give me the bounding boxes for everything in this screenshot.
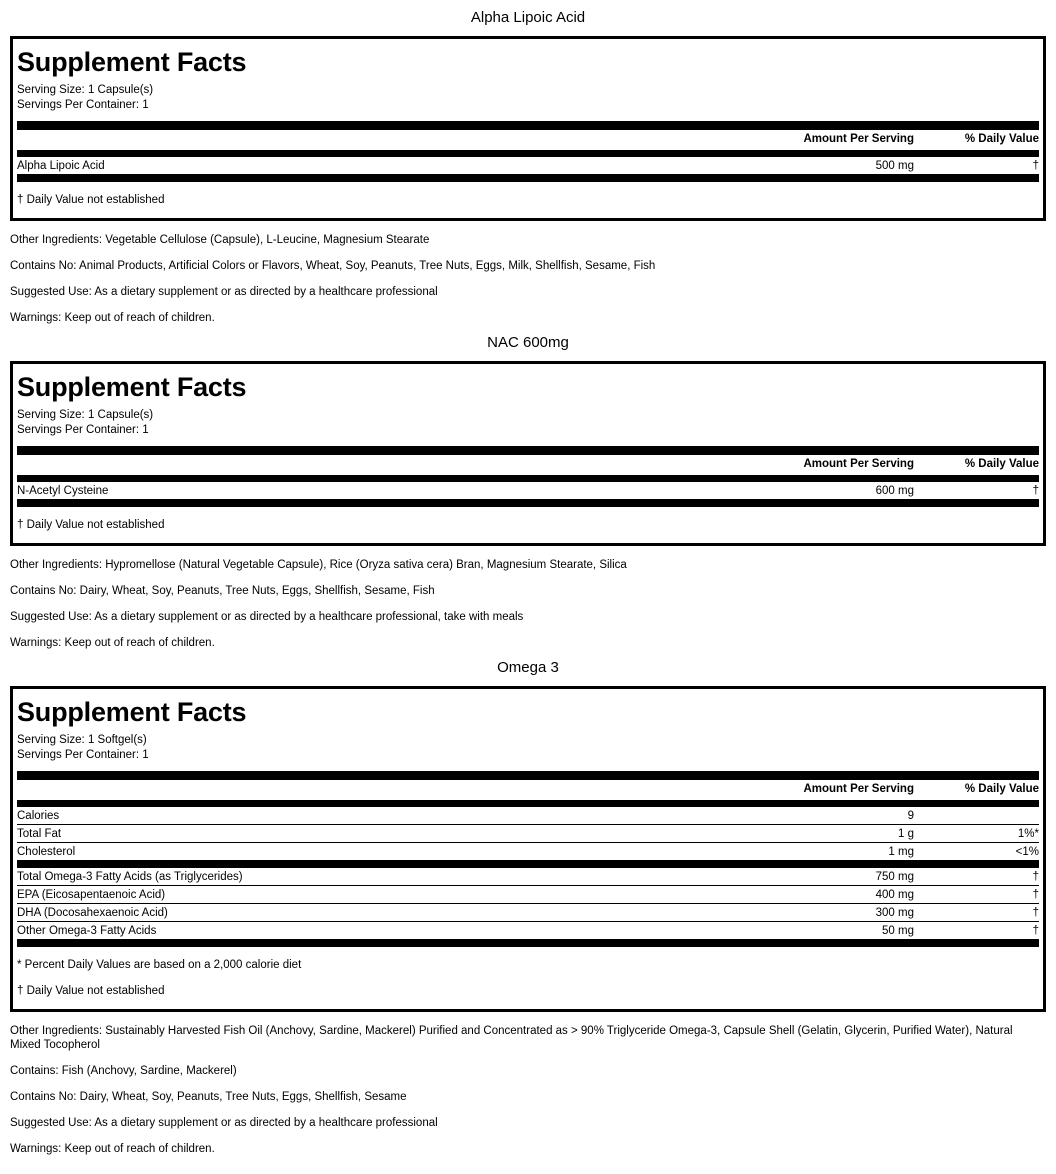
nutrient-amount: 1 mg xyxy=(754,843,914,861)
servings-per-container-text: Servings Per Container: 1 xyxy=(17,98,149,111)
contains-no-line: Contains No: Animal Products, Artificial Colors or Flavors, Wheat, Soy, Peanuts, Tree Nuts, Eggs, Milk, Shellfish, Sesame, Fish xyxy=(10,260,656,272)
rule-mid-group-separator xyxy=(17,861,1039,868)
table-header-row xyxy=(17,780,1039,800)
warnings-line: Warnings: Keep out of reach of children. xyxy=(10,1143,215,1155)
table-header-row xyxy=(17,455,1039,475)
contains-no-line: Contains No: Dairy, Wheat, Soy, Peanuts, Tree Nuts, Eggs, Shellfish, Sesame, Fish xyxy=(10,585,435,597)
blank-header xyxy=(17,130,754,150)
nutrient-amount: 600 mg xyxy=(754,482,914,500)
table-row xyxy=(17,825,1039,843)
suggested-use-line: Suggested Use: As a dietary supplement or as directed by a healthcare professional xyxy=(10,286,438,298)
contains-line: Contains: Fish (Anchovy, Sardine, Mackerel) xyxy=(10,1065,237,1077)
rule-mid-bottom xyxy=(17,175,1039,182)
supplement-facts-panel xyxy=(10,36,1046,221)
nutrient-amount: 300 mg xyxy=(754,904,914,922)
table-row xyxy=(17,482,1039,500)
nutrient-amount: 400 mg xyxy=(754,886,914,904)
table-row xyxy=(17,843,1039,861)
nutrient-daily-value: † xyxy=(914,157,1039,175)
nutrient-name: Other Omega-3 Fatty Acids xyxy=(17,922,754,940)
other-ingredients-line: Other Ingredients: Hypromellose (Natural Vegetable Capsule), Rice (Oryza sativa cera) Bran, Magnesium Stearate, Silica xyxy=(10,559,627,571)
serving-size-text: Serving Size: 1 Capsule(s) xyxy=(17,409,154,421)
nutrient-rows xyxy=(17,482,1039,500)
rule-thick-top xyxy=(17,121,1039,130)
nutrient-name: DHA (Docosahexaenoic Acid) xyxy=(17,904,754,922)
other-ingredients-line: Other Ingredients: Sustainably Harvested Fish Oil (Anchovy, Sardine, Mackerel) Purified and Concentrated as > 90% Triglyceride Omega-3, Capsule Shell (Gelatin, Glycerin, Purified Water), Natural Mixed Tocopherol xyxy=(10,1025,1013,1051)
nutrient-name: Alpha Lipoic Acid xyxy=(17,157,754,175)
nutrient-daily-value: † xyxy=(914,482,1039,500)
rule-mid-header xyxy=(17,475,1039,482)
supplement-facts-panel xyxy=(10,361,1046,546)
nutrient-daily-value: † xyxy=(914,886,1039,904)
supplement-facts-heading: Supplement Facts xyxy=(17,47,247,77)
table-row xyxy=(17,904,1039,922)
nutrient-name: Cholesterol xyxy=(17,843,754,861)
amount-per-serving-header: Amount Per Serving xyxy=(803,783,914,795)
daily-value-header: % Daily Value xyxy=(964,458,1039,470)
servings-per-container-text: Servings Per Container: 1 xyxy=(17,748,149,761)
info-block xyxy=(0,558,1056,650)
nutrient-rows-group-1 xyxy=(17,807,1039,861)
nutrient-daily-value xyxy=(914,807,1039,825)
other-ingredients-line: Other Ingredients: Vegetable Cellulose (Capsule), L-Leucine, Magnesium Stearate xyxy=(10,234,430,246)
nutrient-amount: 750 mg xyxy=(754,868,914,886)
footnote-dagger: † Daily Value not established xyxy=(17,519,165,531)
supplement-label-nac-600mg xyxy=(0,325,1056,650)
daily-value-header: % Daily Value xyxy=(964,133,1039,145)
amount-per-serving-header: Amount Per Serving xyxy=(803,458,914,470)
table-row xyxy=(17,157,1039,175)
nutrient-name: Calories xyxy=(17,807,754,825)
nutrient-rows-group-2 xyxy=(17,868,1039,940)
supplement-facts-panel xyxy=(10,686,1046,1012)
nutrient-amount: 9 xyxy=(754,807,914,825)
supplement-facts-heading: Supplement Facts xyxy=(17,372,247,402)
table-row xyxy=(17,807,1039,825)
nutrient-amount: 500 mg xyxy=(754,157,914,175)
nutrient-name: N-Acetyl Cysteine xyxy=(17,482,754,500)
nutrient-name: EPA (Eicosapentaenoic Acid) xyxy=(17,886,754,904)
warnings-line: Warnings: Keep out of reach of children. xyxy=(10,637,215,649)
rule-mid-header xyxy=(17,150,1039,157)
blank-header xyxy=(17,780,754,800)
product-title: NAC 600mg xyxy=(487,334,569,351)
rule-mid-bottom xyxy=(17,940,1039,947)
suggested-use-line: Suggested Use: As a dietary supplement or as directed by a healthcare professional xyxy=(10,1117,438,1129)
serving-size-text: Serving Size: 1 Softgel(s) xyxy=(17,734,147,746)
table-row xyxy=(17,886,1039,904)
nutrient-daily-value: † xyxy=(914,868,1039,886)
nutrient-table xyxy=(17,780,1039,800)
nutrient-daily-value: † xyxy=(914,922,1039,940)
table-row xyxy=(17,922,1039,940)
footnote-dagger: † Daily Value not established xyxy=(17,194,165,206)
daily-value-header: % Daily Value xyxy=(964,783,1039,795)
nutrient-amount: 1 g xyxy=(754,825,914,843)
nutrient-name: Total Fat xyxy=(17,825,754,843)
rule-mid-bottom xyxy=(17,500,1039,507)
nutrient-name: Total Omega-3 Fatty Acids (as Triglycerides) xyxy=(17,868,754,886)
footnote-asterisk: * Percent Daily Values are based on a 2,000 calorie diet xyxy=(17,959,302,971)
servings-per-container-text: Servings Per Container: 1 xyxy=(17,423,149,436)
product-title: Omega 3 xyxy=(497,659,559,676)
rule-thick-top xyxy=(17,771,1039,780)
table-row xyxy=(17,868,1039,886)
contains-no-line: Contains No: Dairy, Wheat, Soy, Peanuts, Tree Nuts, Eggs, Shellfish, Sesame xyxy=(10,1091,407,1103)
nutrient-table xyxy=(17,130,1039,150)
info-block xyxy=(0,1024,1056,1156)
blank-header xyxy=(17,455,754,475)
nutrient-amount: 50 mg xyxy=(754,922,914,940)
rule-mid-header xyxy=(17,800,1039,807)
info-block xyxy=(0,233,1056,325)
nutrient-table xyxy=(17,455,1039,475)
table-header-row xyxy=(17,130,1039,150)
nutrient-daily-value: 1%* xyxy=(914,825,1039,843)
nutrient-rows xyxy=(17,157,1039,175)
nutrient-daily-value: † xyxy=(914,904,1039,922)
warnings-line: Warnings: Keep out of reach of children. xyxy=(10,312,215,324)
supplement-label-omega-3 xyxy=(0,650,1056,1156)
supplement-facts-heading: Supplement Facts xyxy=(17,697,247,727)
serving-size-text: Serving Size: 1 Capsule(s) xyxy=(17,84,154,96)
amount-per-serving-header: Amount Per Serving xyxy=(803,133,914,145)
nutrient-daily-value: <1% xyxy=(914,843,1039,861)
product-title: Alpha Lipoic Acid xyxy=(470,9,586,26)
rule-thick-top xyxy=(17,446,1039,455)
supplement-label-alpha-lipoic-acid xyxy=(0,0,1056,325)
footnote-dagger: † Daily Value not established xyxy=(17,985,165,997)
suggested-use-line: Suggested Use: As a dietary supplement or as directed by a healthcare professional, take with meals xyxy=(10,611,524,623)
